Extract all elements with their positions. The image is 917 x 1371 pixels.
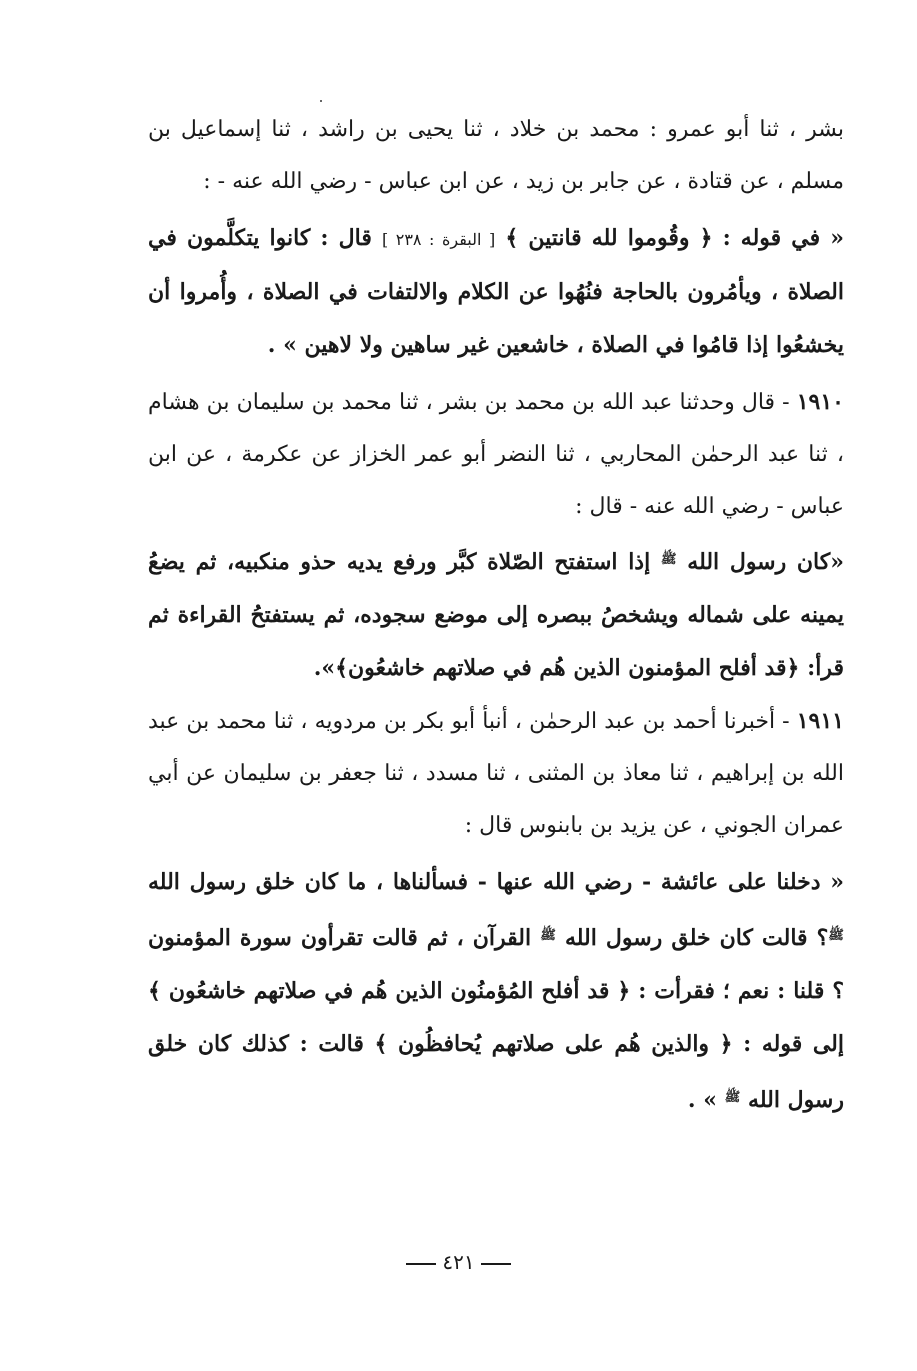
quote-text-a: « دخلنا على عائشة - رضي الله عنها - فسألناها ، ما كان خلق رسول الله xyxy=(148,869,844,895)
quran-reference: [ البقرة : ٢٣٨ ] xyxy=(381,230,496,249)
quote-text-c: القرآن ، ثم قالت تقرأون سورة المؤمنون ؟ قلنا : نعم ؛ فقرأت : ﴿ قد أفلح المُؤمنُون الذين هُم في صلاتهم خاشعُون ﴾ إلى قوله : ﴿ والذين هُم على صلاتهم يُحافظُون ﴾ قالت : كذلك كان خلق رسول الله xyxy=(148,925,844,1113)
folio-dash xyxy=(481,1263,511,1265)
quote-text-a: «كان رسول الله xyxy=(676,549,844,575)
isnad-paragraph-1: بشر ، ثنا أبو عمرو : محمد بن خلاد ، ثنا يحيى بن راشد ، ثنا إسماعيل بن مسلم ، عن قتادة ، عن جابر بن زيد ، عن ابن عباس - رضي الله عنه - : xyxy=(148,117,844,194)
salutation-glyph: ﷺ xyxy=(540,928,556,943)
quote-paragraph-3 xyxy=(148,856,844,1127)
isnad-text: - قال وحدثنا عبد الله بن محمد بن بشر ، ثنا محمد بن سليمان بن هشام ، ثنا عبد الرحمٰن المحاربي ، ثنا النضر أبو عمر الخزاز عن عكرمة ، عن ابن عباس - رضي الله عنه - قال : xyxy=(148,390,844,519)
quote-paragraph-2 xyxy=(148,533,844,695)
hadith-number: ١٩١٠ xyxy=(796,389,844,415)
quote-text-b: قال : كانوا يتكلَّمون في الصلاة ، ويأمُرون بالحاجة فنُهُوا عن الكلام والالتفات في الصلاة ، وأُمروا أن يخشعُوا إذا قامُوا في الصلاة ، خاشعين غير ساهين ولا لاهين » . xyxy=(148,225,844,358)
quote-paragraph-1 xyxy=(148,212,844,372)
isnad-text: - أخبرنا أحمد بن عبد الرحمٰن ، أنبأ أبو بكر بن مردويه ، ثنا محمد بن عبد الله بن إبراهيم ، ثنا معاذ بن المثنى ، ثنا مسدد ، ثنا جعفر بن سليمان عن أبي عمران الجوني ، عن يزيد بن بابنوس قال : xyxy=(148,709,844,838)
page-body xyxy=(148,104,844,1127)
scan-speck xyxy=(320,100,322,102)
hadith-number: ١٩١١ xyxy=(796,708,844,734)
salutation-glyph: ﷺ xyxy=(828,928,844,943)
quote-text-b: ؟ قالت كان خلق رسول الله xyxy=(555,925,829,951)
hadith-1910 xyxy=(148,376,844,533)
salutation-glyph: ﷺ xyxy=(660,552,677,567)
quote-text-a: « في قوله : ﴿ وقُوموا لله قانتين ﴾ xyxy=(495,225,845,251)
hadith-1911 xyxy=(148,695,844,852)
quote-text-b: إذا استفتح الصّلاة كبَّر ورفع يديه حذو منكبيه، ثم يضعُ يمينه على شماله ويشخصُ ببصره إلى موضع سجوده، ثم يستفتحُ القراءة ثم قرأ: ﴿قد أفلح المؤمنون الذين هُم في صلاتهم خاشعُون﴾». xyxy=(148,549,844,681)
salutation-glyph: ﷺ xyxy=(724,1090,741,1105)
page-number-text: ٤٢١ xyxy=(442,1250,475,1274)
page-number xyxy=(0,1250,917,1274)
quote-text-d: » . xyxy=(687,1087,725,1113)
folio-dash xyxy=(406,1263,436,1265)
